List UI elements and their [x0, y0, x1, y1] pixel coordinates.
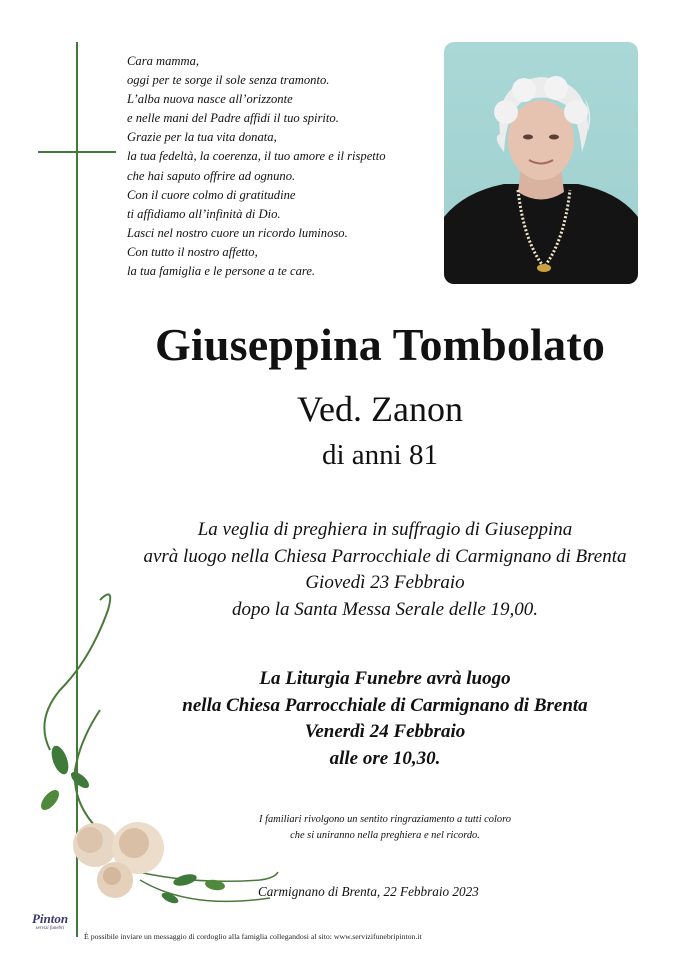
- vigil-line: La veglia di preghiera in suffragio di Giuseppina: [197, 519, 573, 540]
- poem: [127, 52, 447, 281]
- age: di anni 81: [322, 439, 438, 471]
- poem-line: Lasci nel nostro cuore un ricordo luminoso.: [127, 225, 348, 240]
- poem-line: Con il cuore colmo di gratitudine: [127, 187, 296, 202]
- poem-line: che hai saputo offrire ad ognuno.: [127, 168, 296, 183]
- roses-decoration: [20, 580, 280, 920]
- logo-name: Pinton: [31, 911, 69, 926]
- funeral-line: La Liturgia Funebre avrà luogo: [259, 668, 511, 689]
- funeral-line: nella Chiesa Parrocchiale di Carmignano di Brenta: [182, 694, 588, 716]
- vigil-line: avrà luogo nella Chiesa Parrocchiale di Carmignano di Brenta: [143, 545, 627, 567]
- footer-note: È possibile inviare un messaggio di cordoglio alla famiglia collegandosi al sito: www.servizifunebripinton.it: [84, 932, 422, 941]
- poem-line: Grazie per la tua vita donata,: [127, 130, 277, 145]
- poem-line: L’alba nuova nasce all’orizzonte: [127, 92, 293, 107]
- poem-line: la tua fedeltà, la coerenza, il tuo amore e il rispetto: [127, 149, 386, 164]
- deceased-name: Giuseppina Tombolato: [154, 319, 606, 370]
- logo-subtitle: servizi funebri: [35, 926, 65, 931]
- poem-line: oggi per te sorge il sole senza tramonto.: [127, 73, 330, 88]
- funeral-line: alle ore 10,30.: [329, 747, 441, 769]
- thanks-line: I familiari rivolgono un sentito ringraziamento a tutti coloro: [259, 814, 511, 825]
- vigil-line: dopo la Santa Messa Serale delle 19,00.: [231, 598, 539, 620]
- portrait-photo: [444, 42, 638, 284]
- place-and-date: Carmignano di Brenta, 22 Febbraio 2023: [258, 884, 479, 899]
- poem-line: ti affidiamo all’infinità di Dio.: [127, 206, 281, 221]
- pinton-logo: [20, 905, 80, 937]
- thanks-line: che si uniranno nella preghiera e nel ricordo.: [290, 830, 480, 841]
- funeral-line: Venerdì 24 Febbraio: [304, 721, 466, 742]
- cross-horizontal-line: [38, 151, 116, 153]
- poem-line: e nelle mani del Padre affidi il tuo spirito.: [127, 111, 339, 126]
- poem-line: Con tutto il nostro affetto,: [127, 244, 258, 259]
- widow-of: Ved. Zanon: [297, 389, 463, 429]
- poem-line: la tua famiglia e le persone a te care.: [127, 264, 316, 279]
- poem-line: Cara mamma,: [127, 54, 200, 68]
- vigil-line: Giovedì 23 Febbraio: [305, 572, 465, 593]
